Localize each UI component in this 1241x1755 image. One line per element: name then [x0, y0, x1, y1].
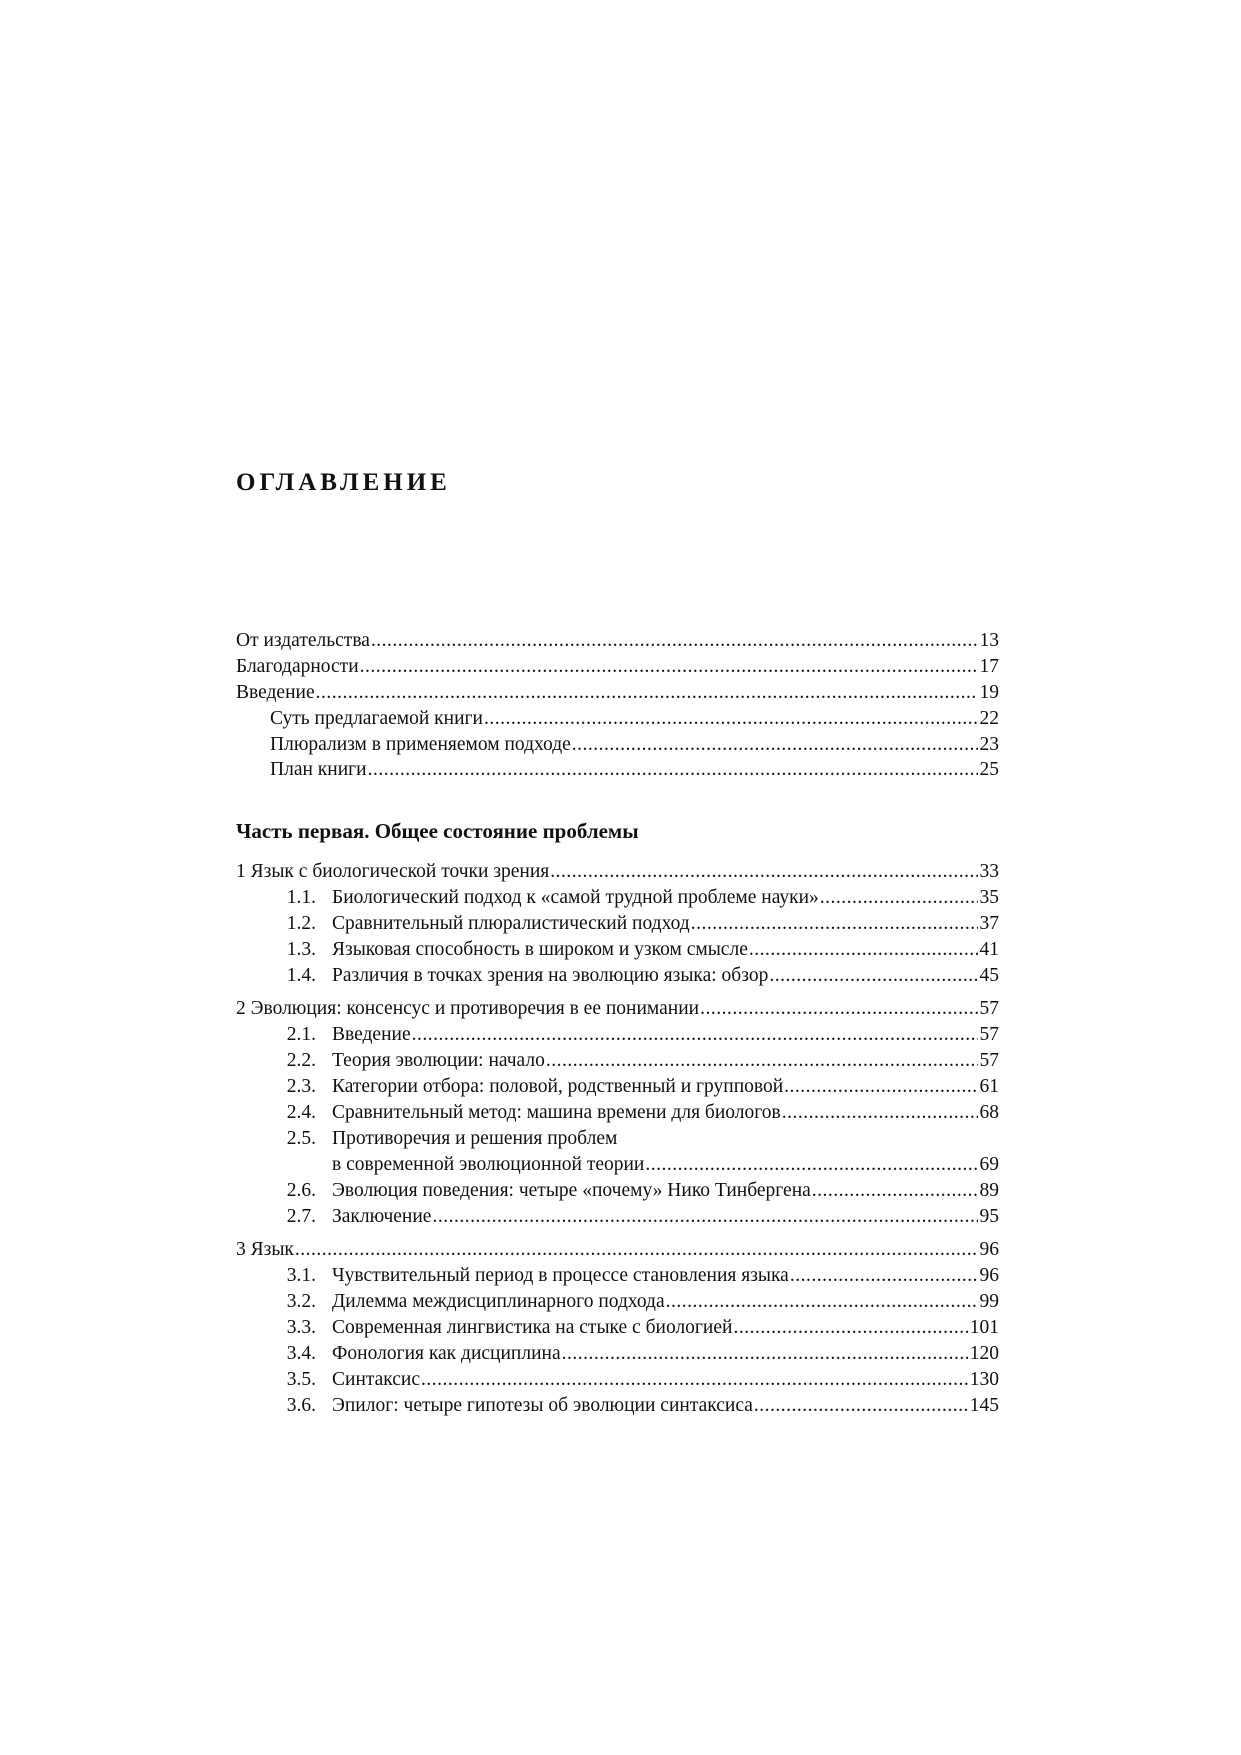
dot-leader	[782, 1100, 978, 1126]
section-number: 2.5.	[286, 1127, 316, 1149]
section-number: 3.3.	[286, 1317, 316, 1339]
toc-front-matter	[236, 628, 999, 783]
dot-leader	[432, 1204, 977, 1230]
toc-entry-label: Биологический подход к «самой трудной проблеме науки»	[332, 886, 819, 908]
toc-section[interactable]	[236, 1393, 999, 1419]
toc-entry-label: От издательства	[236, 630, 370, 651]
section-number: 1.4.	[286, 964, 316, 986]
dot-leader	[371, 628, 978, 654]
section-number: 3.5.	[286, 1368, 316, 1390]
page-title: ОГЛАВЛЕНИЕ	[236, 469, 451, 496]
toc-entry-label: Сравнительный плюралистический подход	[332, 912, 690, 934]
toc-entry-label: Категории отбора: половой, родственный и групповой	[332, 1076, 784, 1098]
toc-page-number: 13	[979, 630, 999, 651]
toc-entry-label: Эпилог: четыре гипотезы об эволюции синтаксиса	[332, 1394, 753, 1416]
toc-page-number: 69	[979, 1153, 999, 1175]
dot-leader	[733, 1315, 967, 1341]
toc-page-number: 61	[979, 1076, 999, 1098]
toc-page-number: 41	[979, 938, 999, 960]
toc-page-number: 130	[969, 1368, 999, 1390]
toc-page-number: 23	[979, 733, 999, 755]
dot-leader	[316, 680, 978, 706]
toc-entry-label: Сравнительный метод: машина времени для биологов	[332, 1102, 781, 1124]
toc-page-number: 57	[979, 998, 999, 1020]
dot-leader	[666, 1289, 978, 1315]
toc-entry-label: Дилемма междисциплинарного подхода	[332, 1291, 665, 1313]
toc-entry-label: Суть предлагаемой книги	[270, 707, 483, 729]
toc-page-number: 145	[969, 1394, 999, 1416]
dot-leader	[546, 1048, 978, 1074]
toc-section[interactable]	[236, 1204, 999, 1230]
toc-page-number: 25	[979, 759, 999, 781]
dot-leader	[790, 1263, 978, 1289]
section-number: 2.3.	[286, 1076, 316, 1098]
toc-page-number: 57	[979, 1024, 999, 1046]
toc-chapter[interactable]	[236, 996, 999, 1022]
toc-page-number: 19	[979, 681, 999, 703]
toc-entry-label: 1 Язык с биологической точки зрения	[236, 861, 550, 882]
toc-entry-label: План книги	[270, 759, 367, 781]
dot-leader	[360, 654, 978, 680]
dot-leader	[754, 1393, 968, 1419]
section-number: 3.2.	[286, 1291, 316, 1313]
dot-leader	[700, 996, 977, 1022]
section-number: 1.3.	[286, 938, 316, 960]
dot-leader	[550, 859, 977, 885]
toc-page-number: 96	[979, 1239, 999, 1261]
section-number: 3.6.	[286, 1394, 316, 1416]
section-number: 2.2.	[286, 1050, 316, 1072]
dot-leader	[820, 885, 978, 911]
toc-subentry[interactable]	[236, 732, 999, 758]
toc-page-number: 45	[979, 964, 999, 986]
toc-page-number: 33	[979, 861, 999, 882]
toc-page-number: 120	[969, 1343, 999, 1365]
toc-entry-label: Благодарности	[236, 655, 359, 677]
section-number: 1.2.	[286, 912, 316, 934]
toc-part-one	[236, 859, 999, 1419]
toc-page-number: 89	[979, 1179, 999, 1201]
toc-entry-label: 2 Эволюция: консенсус и противоречия в ее понимании	[236, 998, 700, 1020]
toc-subentry[interactable]	[236, 706, 999, 732]
toc-section[interactable]	[236, 1048, 999, 1074]
dot-leader	[412, 1022, 978, 1048]
dot-leader	[295, 1237, 978, 1263]
toc-section[interactable]	[236, 1074, 999, 1100]
toc-entry[interactable]	[236, 680, 999, 706]
section-number: 3.1.	[286, 1265, 316, 1287]
dot-leader	[645, 1152, 977, 1178]
toc-entry-label: Фонология как дисциплина	[332, 1343, 561, 1365]
toc-entry-label: Эволюция поведения: четыре «почему» Нико Тинбергена	[332, 1179, 811, 1201]
toc-page-number: 99	[979, 1291, 999, 1313]
toc-section[interactable]	[236, 1263, 999, 1289]
toc-section[interactable]	[236, 1367, 999, 1393]
toc-page-number: 17	[979, 655, 999, 677]
toc-entry-label: Языковая способность в широком и узком смысле	[332, 938, 748, 960]
section-number: 2.4.	[286, 1102, 316, 1124]
toc-page-number: 57	[979, 1050, 999, 1072]
dot-leader	[691, 911, 978, 937]
toc-page-number: 37	[979, 912, 999, 934]
dot-leader	[368, 757, 978, 783]
toc-page-number: 95	[979, 1205, 999, 1227]
dot-leader	[572, 732, 978, 758]
section-number: 1.1.	[286, 886, 316, 908]
toc-page-number: 96	[979, 1265, 999, 1287]
toc-entry-label: Чувствительный период в процессе становления языка	[332, 1265, 789, 1287]
dot-leader	[421, 1367, 968, 1393]
toc-entry[interactable]	[236, 628, 999, 654]
dot-leader	[812, 1178, 978, 1204]
dot-leader	[749, 937, 978, 963]
toc-subentry[interactable]	[236, 757, 999, 783]
toc-entry-label: Синтаксис	[332, 1368, 421, 1390]
toc-section[interactable]	[236, 1315, 999, 1341]
toc-entry-label: в современной эволюционной теории	[332, 1153, 645, 1175]
toc-section[interactable]	[236, 885, 999, 911]
toc-section[interactable]	[236, 911, 999, 937]
toc-entry-label: Различия в точках зрения на эволюцию языка: обзор	[332, 964, 769, 986]
dot-leader	[769, 963, 977, 989]
toc-chapter[interactable]	[236, 1237, 999, 1263]
toc-section[interactable]	[236, 1341, 999, 1367]
toc-section[interactable]	[236, 1100, 999, 1126]
dot-leader	[484, 706, 978, 732]
toc-section[interactable]	[236, 963, 999, 989]
toc-entry-label: Введение	[332, 1024, 411, 1046]
toc-entry-label: Плюрализм в применяемом подходе	[270, 733, 571, 755]
toc-entry-label: Заключение	[332, 1205, 432, 1227]
section-number: 3.4.	[286, 1343, 316, 1365]
section-number: 2.6.	[286, 1179, 316, 1201]
section-number: 2.1.	[286, 1024, 316, 1046]
toc-entry-label: Теория эволюции: начало	[332, 1050, 545, 1072]
toc-page-number: 35	[979, 886, 999, 908]
toc-section[interactable]	[236, 937, 999, 963]
dot-leader	[562, 1341, 968, 1367]
dot-leader	[784, 1074, 977, 1100]
toc-chapter[interactable]	[236, 859, 999, 885]
toc-entry-label: Противоречия и решения проблем	[332, 1127, 618, 1149]
toc-page-number: 22	[979, 707, 999, 729]
section-number: 2.7.	[286, 1205, 316, 1227]
toc-section[interactable]	[236, 1289, 999, 1315]
toc-page-number: 68	[979, 1102, 999, 1124]
toc-entry-label: Введение	[236, 681, 315, 703]
toc-section[interactable]	[236, 1022, 999, 1048]
toc-entry-label: 3 Язык	[236, 1239, 294, 1261]
part-heading: Часть первая. Общее состояние проблемы	[236, 819, 639, 843]
toc-section[interactable]	[236, 1178, 999, 1204]
toc-page-number: 101	[969, 1317, 999, 1339]
toc-entry[interactable]	[236, 654, 999, 680]
toc-entry-label: Современная лингвистика на стыке с биологией	[332, 1317, 733, 1339]
toc-section[interactable]	[236, 1126, 999, 1152]
toc-section-continuation[interactable]	[236, 1152, 999, 1178]
